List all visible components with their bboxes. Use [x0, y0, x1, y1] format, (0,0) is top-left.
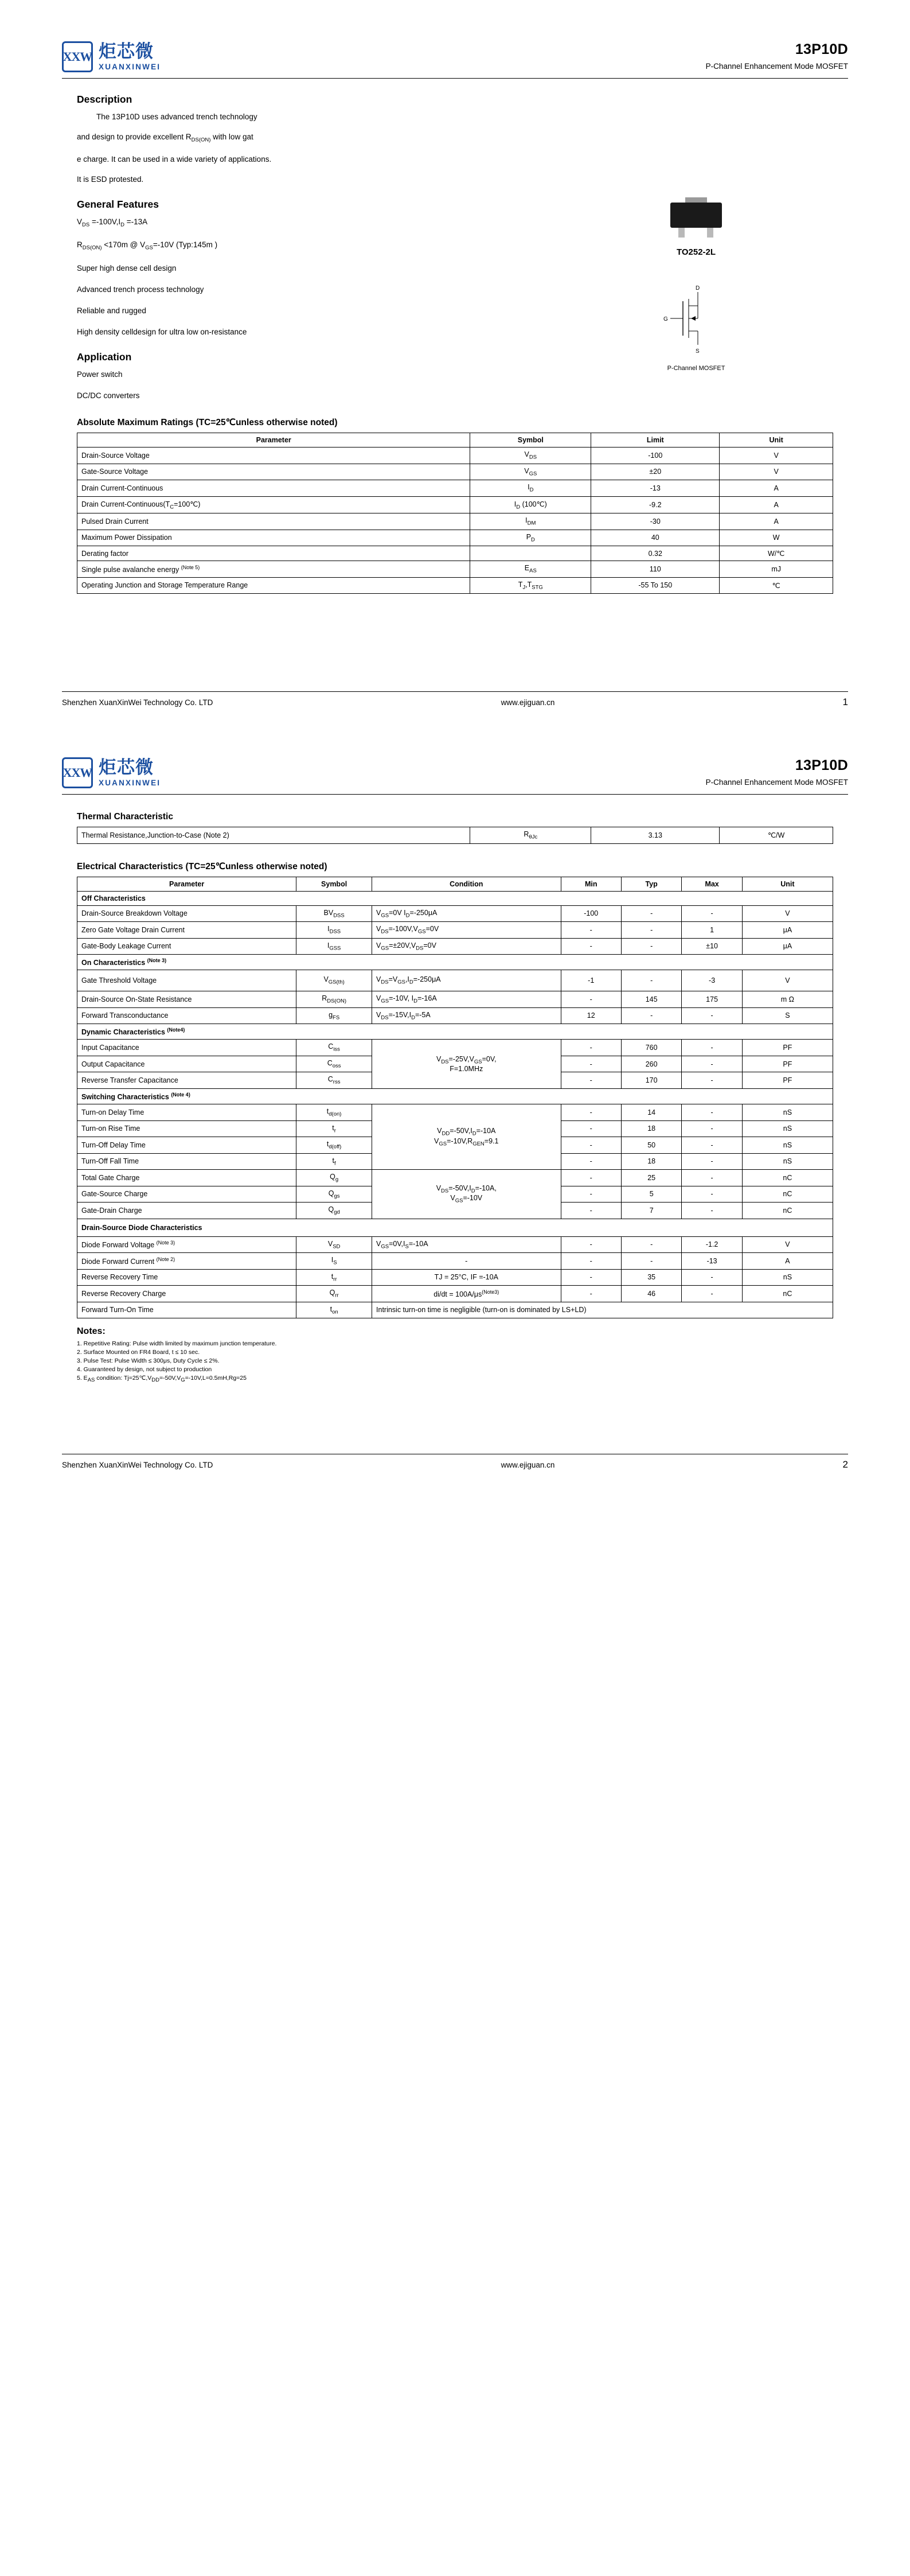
elec-condition-merged: $V_{DD}=-50V,I_D=-10A$ $V_{GS}=-10V,R_{GEN}=9.1$ — [372, 1104, 561, 1170]
logo-mark-text: XXW — [63, 765, 92, 780]
elec-typ: 260 — [621, 1056, 681, 1072]
elec-symbol: $C_{oss}$ — [296, 1056, 372, 1072]
footer-company: Shenzhen XuanXinWei Technology Co. LTD — [62, 1460, 213, 1469]
description-heading: Description — [77, 94, 132, 105]
header-divider — [62, 794, 848, 795]
electrical-characteristics-table — [77, 877, 833, 1318]
elec-typ: - — [621, 905, 681, 922]
elec-min: - — [561, 1186, 621, 1203]
elec-symbol: $t_{rr}$ — [296, 1269, 372, 1286]
elec-symbol: $g_{FS}$ — [296, 1007, 372, 1024]
elec-condition: $V_{DS}=V_{GS},I_D=-250\mu A$ — [372, 970, 561, 991]
footer-website: www.ejiguan.cn — [501, 698, 555, 707]
amr-unit: W — [720, 530, 833, 546]
feature-dense-cell: Super high dense cell design — [77, 264, 177, 273]
elec-max: - — [682, 1137, 742, 1154]
elec-unit: PF — [742, 1072, 833, 1089]
absolute-maximum-ratings-table — [77, 433, 833, 594]
footer-page-number: 1 — [842, 696, 848, 708]
elec-typ: - — [621, 1007, 681, 1024]
description-line-3: e charge. It can be used in a wide variety of applications. — [77, 154, 272, 164]
table-row — [77, 922, 833, 939]
amr-limit: -13 — [591, 480, 720, 497]
amr-symbol: $I_D$ — [470, 480, 591, 497]
elec-min: - — [561, 1137, 621, 1154]
elec-max: ±10 — [682, 938, 742, 955]
elec-max: - — [682, 1286, 742, 1302]
amr-unit: W/℃ — [720, 546, 833, 561]
amr-symbol: $V_{GS}$ — [470, 464, 591, 480]
elec-condition-wide: Intrinsic turn-on time is negligible (turn-on is dominated by LS+LD) — [372, 1302, 833, 1318]
page-footer — [62, 1454, 848, 1470]
to252-package-icon — [662, 203, 730, 239]
elec-condition: $V_{GS}=-10V$, $I_D=-16A$ — [372, 991, 561, 1008]
group-header-diode — [77, 1219, 833, 1236]
elec-min: - — [561, 1120, 621, 1137]
amr-unit: V — [720, 464, 833, 480]
elec-symbol: $t_{d(off)}$ — [296, 1137, 372, 1154]
elec-symbol: $Q_g$ — [296, 1170, 372, 1186]
amr-param: Drain Current-Continuous — [77, 480, 470, 497]
logo-english-name: XUANXINWEI — [99, 62, 161, 71]
elec-min: -1 — [561, 970, 621, 991]
thermal-value: 3.13 — [591, 827, 720, 844]
amr-limit: -55 To 150 — [591, 577, 720, 594]
note-2: 2. Surface Mounted on FR4 Board, t ≤ 10 sec. — [77, 1349, 200, 1356]
elec-symbol: $t_{on}$ — [296, 1302, 372, 1318]
elec-unit: nS — [742, 1269, 833, 1286]
elec-min: - — [561, 1104, 621, 1121]
elec-typ: 46 — [621, 1286, 681, 1302]
table-row — [77, 1253, 833, 1270]
elec-param: Total Gate Charge — [77, 1170, 296, 1186]
elec-typ: 50 — [621, 1137, 681, 1154]
general-features-heading: General Features — [77, 198, 159, 210]
feature-reliable: Reliable and rugged — [77, 306, 146, 316]
description-line-4: It is ESD protested. — [77, 174, 144, 184]
elec-typ: - — [621, 970, 681, 991]
elec-max: -13 — [682, 1253, 742, 1270]
elec-param: Turn-Off Delay Time — [77, 1137, 296, 1154]
amr-limit: 110 — [591, 561, 720, 578]
elec-typ: 25 — [621, 1170, 681, 1186]
elec-min: - — [561, 1203, 621, 1219]
table-row — [77, 530, 833, 546]
elec-typ: 18 — [621, 1120, 681, 1137]
group-label: Off Characteristics — [77, 891, 833, 905]
amr-col-symbol: Symbol — [470, 433, 591, 448]
amr-symbol: $P_D$ — [470, 530, 591, 546]
elec-typ: 145 — [621, 991, 681, 1008]
elec-typ: 5 — [621, 1186, 681, 1203]
svg-text:G: G — [663, 316, 668, 322]
amr-symbol: $I_{DM}$ — [470, 513, 591, 530]
elec-typ: 18 — [621, 1153, 681, 1170]
elec-unit: V — [742, 970, 833, 991]
footer-page-number: 2 — [842, 1459, 848, 1470]
note-3: 3. Pulse Test: Pulse Width ≤ 300μs, Duty Cycle ≤ 2%. — [77, 1357, 220, 1365]
notes-section — [77, 1326, 833, 1383]
amr-param: Drain-Source Voltage — [77, 448, 470, 464]
page-header — [62, 0, 848, 72]
elec-param: Zero Gate Voltage Drain Current — [77, 922, 296, 939]
amr-col-parameter: Parameter — [77, 433, 470, 448]
elec-min: - — [561, 922, 621, 939]
group-header-on — [77, 955, 833, 970]
amr-symbol: $E_{AS}$ — [470, 561, 591, 578]
elec-param: Diode Forward Current $^{(Note 2)}$ — [77, 1253, 296, 1270]
elec-max: - — [682, 1104, 742, 1121]
elec-symbol: $C_{rss}$ — [296, 1072, 372, 1089]
table-row — [77, 1040, 833, 1056]
elec-min: - — [561, 1269, 621, 1286]
elec-min: -100 — [561, 905, 621, 922]
elec-symbol: $Q_{gs}$ — [296, 1186, 372, 1203]
elec-unit: S — [742, 1007, 833, 1024]
elec-typ: 760 — [621, 1040, 681, 1056]
elec-symbol: $BV_{DSS}$ — [296, 905, 372, 922]
elec-col-symbol: Symbol — [296, 877, 372, 891]
elec-param: Drain-Source Breakdown Voltage — [77, 905, 296, 922]
logo-mark-text: XXW — [63, 49, 92, 64]
elec-param: Gate-Body Leakage Current — [77, 938, 296, 955]
elec-param: Output Capacitance — [77, 1056, 296, 1072]
elec-col-typ: Typ — [621, 877, 681, 891]
logo-chinese-name: 炬芯微 — [99, 757, 154, 778]
elec-unit: nS — [742, 1120, 833, 1137]
elec-unit: m Ω — [742, 991, 833, 1008]
package-illustration — [630, 203, 762, 257]
amr-symbol: $T_J,T_{STG}$ — [470, 577, 591, 594]
elec-symbol: $I_{DSS}$ — [296, 922, 372, 939]
elec-unit: nC — [742, 1203, 833, 1219]
elec-max: - — [682, 1120, 742, 1137]
logo-mark-icon — [62, 41, 93, 72]
thermal-symbol: $R_{\theta Jc}$ — [470, 827, 591, 844]
elec-symbol: $R_{DS(ON)}$ — [296, 991, 372, 1008]
elec-param: Drain-Source On-State Resistance — [77, 991, 296, 1008]
elec-condition: $V_{DS}=-15V,I_D=-5A$ — [372, 1007, 561, 1024]
elec-condition: $V_{GS}=0V$ $I_D=-250\mu A$ — [372, 905, 561, 922]
elec-symbol: $Q_{gd}$ — [296, 1203, 372, 1219]
elec-max: - — [682, 905, 742, 922]
table-row — [77, 1104, 833, 1121]
elec-col-min: Min — [561, 877, 621, 891]
amr-symbol — [470, 546, 591, 561]
electrical-table-title: Electrical Characteristics (TC=25℃unless otherwise noted) — [77, 861, 327, 871]
table-row — [77, 464, 833, 480]
group-label: Drain-Source Diode Characteristics — [77, 1219, 833, 1236]
table-row — [77, 513, 833, 530]
elec-unit: V — [742, 905, 833, 922]
elec-max: -1.2 — [682, 1236, 742, 1253]
elec-unit: nS — [742, 1153, 833, 1170]
company-logo — [62, 757, 161, 788]
elec-col-unit: Unit — [742, 877, 833, 891]
elec-max: - — [682, 1203, 742, 1219]
elec-param: Gate-Drain Charge — [77, 1203, 296, 1219]
elec-max: 175 — [682, 991, 742, 1008]
elec-typ: - — [621, 1236, 681, 1253]
note-1: 1. Repetitive Rating: Pulse width limited by maximum junction temperature. — [77, 1340, 277, 1348]
part-number: 13P10D — [795, 757, 848, 774]
amr-symbol: $I_D$ (100℃) — [470, 496, 591, 513]
elec-unit: μA — [742, 938, 833, 955]
amr-param: Pulsed Drain Current — [77, 513, 470, 530]
feature-high-density: High density celldesign for ultra low on-resistance — [77, 328, 247, 337]
elec-min: - — [561, 1286, 621, 1302]
page-header — [62, 740, 848, 788]
table-header-row — [77, 433, 833, 448]
elec-symbol: $I_S$ — [296, 1253, 372, 1270]
elec-unit: nC — [742, 1170, 833, 1186]
group-header-off — [77, 891, 833, 905]
elec-min: - — [561, 938, 621, 955]
elec-symbol: $V_{GS(th)}$ — [296, 970, 372, 991]
thermal-characteristic-table — [77, 827, 833, 844]
amr-table-title: Absolute Maximum Ratings (TC=25℃unless otherwise noted) — [77, 418, 338, 428]
elec-max: 1 — [682, 922, 742, 939]
elec-symbol: $I_{GSS}$ — [296, 938, 372, 955]
elec-param: Input Capacitance — [77, 1040, 296, 1056]
amr-unit: A — [720, 513, 833, 530]
part-number: 13P10D — [795, 41, 848, 57]
amr-param: Maximum Power Dissipation — [77, 530, 470, 546]
elec-unit: nS — [742, 1137, 833, 1154]
page-footer — [62, 692, 848, 708]
amr-unit: ℃ — [720, 577, 833, 594]
feature-vds: $V_{DS} =-100V,I_D =-13A$ — [77, 217, 148, 228]
elec-unit: PF — [742, 1056, 833, 1072]
amr-limit: -100 — [591, 448, 720, 464]
elec-unit: nC — [742, 1186, 833, 1203]
description-line-2: and design to provide excellent $R_{DS(ON)}$ with low gat — [77, 133, 253, 143]
note-4: 4. Guaranteed by design, not subject to production — [77, 1366, 212, 1373]
company-logo — [62, 41, 161, 72]
table-row — [77, 1170, 833, 1186]
symbol-caption: P-Channel MOSFET — [667, 365, 725, 372]
svg-text:D: D — [696, 285, 700, 291]
page-2 — [0, 740, 910, 1483]
amr-limit: 40 — [591, 530, 720, 546]
amr-col-limit: Limit — [591, 433, 720, 448]
elec-param: Gate-Source Charge — [77, 1186, 296, 1203]
group-header-switching — [77, 1088, 833, 1104]
thermal-table-title: Thermal Characteristic — [77, 812, 173, 822]
elec-col-max: Max — [682, 877, 742, 891]
elec-typ: - — [621, 938, 681, 955]
elec-unit: nS — [742, 1104, 833, 1121]
group-header-dynamic — [77, 1024, 833, 1040]
footer-company: Shenzhen XuanXinWei Technology Co. LTD — [62, 698, 213, 707]
elec-unit: V — [742, 1236, 833, 1253]
table-row — [77, 546, 833, 561]
elec-param: Turn-on Rise Time — [77, 1120, 296, 1137]
group-label: On Characteristics $^{(Note 3)}$ — [77, 955, 833, 970]
feature-trench-process: Advanced trench process technology — [77, 285, 204, 294]
feature-rdson: $R_{DS(ON)} <170m$ @ $V_{GS}=-10V$ (Typ:145m ) — [77, 240, 218, 252]
elec-max: - — [682, 1170, 742, 1186]
table-row — [77, 1286, 833, 1302]
elec-param: Turn-Off Fall Time — [77, 1153, 296, 1170]
elec-unit: μA — [742, 922, 833, 939]
amr-unit: A — [720, 480, 833, 497]
elec-unit: A — [742, 1253, 833, 1270]
elec-condition: - — [372, 1253, 561, 1270]
elec-condition: $V_{DS}=-100V,V_{GS}=0V$ — [372, 922, 561, 939]
elec-condition: $V_{GS}=0V,I_S=-10A$ — [372, 1236, 561, 1253]
elec-max: - — [682, 1056, 742, 1072]
package-label: TO252-2L — [676, 247, 716, 257]
svg-text:S: S — [696, 348, 700, 355]
application-dcdc: DC/DC converters — [77, 391, 140, 400]
table-row — [77, 827, 833, 844]
elec-symbol: $t_r$ — [296, 1120, 372, 1137]
table-row — [77, 448, 833, 464]
elec-condition: TJ = 25°C, IF =-10A — [372, 1269, 561, 1286]
header-divider — [62, 78, 848, 79]
elec-typ: 7 — [621, 1203, 681, 1219]
elec-max: - — [682, 1153, 742, 1170]
elec-symbol: $t_{d(on)}$ — [296, 1104, 372, 1121]
amr-param: Single pulse avalanche energy $^{(Note 5)}$ — [77, 561, 470, 578]
elec-col-condition: Condition — [372, 877, 561, 891]
table-row — [77, 561, 833, 578]
group-label: Dynamic Characteristics $^{(Note4)}$ — [77, 1024, 833, 1040]
elec-min: - — [561, 991, 621, 1008]
table-row — [77, 1236, 833, 1253]
table-row — [77, 905, 833, 922]
elec-typ: - — [621, 922, 681, 939]
elec-param: Reverse Recovery Charge — [77, 1286, 296, 1302]
logo-mark-icon — [62, 757, 93, 788]
part-subtitle: P-Channel Enhancement Mode MOSFET — [705, 62, 848, 71]
logo-chinese-name: 炬芯微 — [99, 41, 154, 62]
footer-website: www.ejiguan.cn — [501, 1460, 555, 1469]
table-row — [77, 480, 833, 497]
table-row — [77, 970, 833, 991]
elec-min: - — [561, 1040, 621, 1056]
amr-param: Derating factor — [77, 546, 470, 561]
elec-min: - — [561, 1153, 621, 1170]
elec-param: Forward Transconductance — [77, 1007, 296, 1024]
description-line-1: The 13P10D uses advanced trench technology — [96, 112, 257, 121]
elec-typ: 14 — [621, 1104, 681, 1121]
elec-col-parameter: Parameter — [77, 877, 296, 891]
elec-unit: PF — [742, 1040, 833, 1056]
amr-param: Gate-Source Voltage — [77, 464, 470, 480]
group-label: Switching Characteristics $^{(Note 4)}$ — [77, 1088, 833, 1104]
elec-min: - — [561, 1072, 621, 1089]
amr-limit: ±20 — [591, 464, 720, 480]
table-row — [77, 991, 833, 1008]
application-heading: Application — [77, 351, 132, 363]
amr-unit: V — [720, 448, 833, 464]
elec-max: - — [682, 1269, 742, 1286]
elec-typ: 35 — [621, 1269, 681, 1286]
table-row — [77, 1269, 833, 1286]
elec-unit: nC — [742, 1286, 833, 1302]
page-1 — [0, 0, 910, 740]
elec-min: - — [561, 1236, 621, 1253]
table-row — [77, 1302, 833, 1318]
amr-limit: 0.32 — [591, 546, 720, 561]
elec-typ: - — [621, 1253, 681, 1270]
elec-param: Forward Turn-On Time — [77, 1302, 296, 1318]
amr-unit: mJ — [720, 561, 833, 578]
table-header-row — [77, 877, 833, 891]
amr-unit: A — [720, 496, 833, 513]
mosfet-symbol — [630, 283, 762, 372]
amr-col-unit: Unit — [720, 433, 833, 448]
elec-symbol: $Q_{rr}$ — [296, 1286, 372, 1302]
thermal-unit: ℃/W — [720, 827, 833, 844]
elec-symbol: $t_f$ — [296, 1153, 372, 1170]
elec-param: Diode Forward Voltage $^{(Note 3)}$ — [77, 1236, 296, 1253]
elec-min: - — [561, 1170, 621, 1186]
elec-min: - — [561, 1056, 621, 1072]
p-channel-mosfet-symbol-icon — [653, 283, 739, 357]
table-row — [77, 938, 833, 955]
application-power-switch: Power switch — [77, 370, 123, 379]
elec-max: - — [682, 1186, 742, 1203]
elec-symbol: $V_{SD}$ — [296, 1236, 372, 1253]
amr-symbol: $V_{DS}$ — [470, 448, 591, 464]
note-5: 5. $E_{AS}$ condition: $Tj=25℃,V_{DD}=-50V,V_G=-10V,L=0.5mH,Rg=25$ — [77, 1375, 247, 1384]
amr-param: Operating Junction and Storage Temperature Range — [77, 577, 470, 594]
elec-param: Reverse Recovery Time — [77, 1269, 296, 1286]
elec-typ: 170 — [621, 1072, 681, 1089]
elec-min: - — [561, 1253, 621, 1270]
elec-param: Turn-on Delay Time — [77, 1104, 296, 1121]
table-row — [77, 577, 833, 594]
amr-limit: -9.2 — [591, 496, 720, 513]
elec-param: Gate Threshold Voltage — [77, 970, 296, 991]
logo-english-name: XUANXINWEI — [99, 778, 161, 787]
elec-condition-merged: $V_{DS}=-25V,V_{GS}=0V$, F=1.0MHz — [372, 1040, 561, 1089]
thermal-param: Thermal Resistance,Junction-to-Case (Note 2) — [77, 827, 470, 844]
table-row — [77, 1007, 833, 1024]
part-subtitle: P-Channel Enhancement Mode MOSFET — [705, 778, 848, 787]
elec-max: - — [682, 1007, 742, 1024]
elec-max: - — [682, 1072, 742, 1089]
elec-condition: $di/dt = 100A/\mu s^{(Note3)}$ — [372, 1286, 561, 1302]
elec-symbol: $C_{iss}$ — [296, 1040, 372, 1056]
elec-max: - — [682, 1040, 742, 1056]
amr-limit: -30 — [591, 513, 720, 530]
elec-max: -3 — [682, 970, 742, 991]
notes-title: Notes: — [77, 1326, 106, 1337]
elec-condition-merged: $V_{DS}=-50V,I_D=-10A$, $V_{GS}=-10V$ — [372, 1170, 561, 1219]
table-row — [77, 496, 833, 513]
elec-min: 12 — [561, 1007, 621, 1024]
elec-condition: $V_{GS}=\pm 20V,V_{DS}=0V$ — [372, 938, 561, 955]
elec-param: Reverse Transfer Capacitance — [77, 1072, 296, 1089]
amr-param: Drain Current-$Continuous(T_C=100℃)$ — [77, 496, 470, 513]
